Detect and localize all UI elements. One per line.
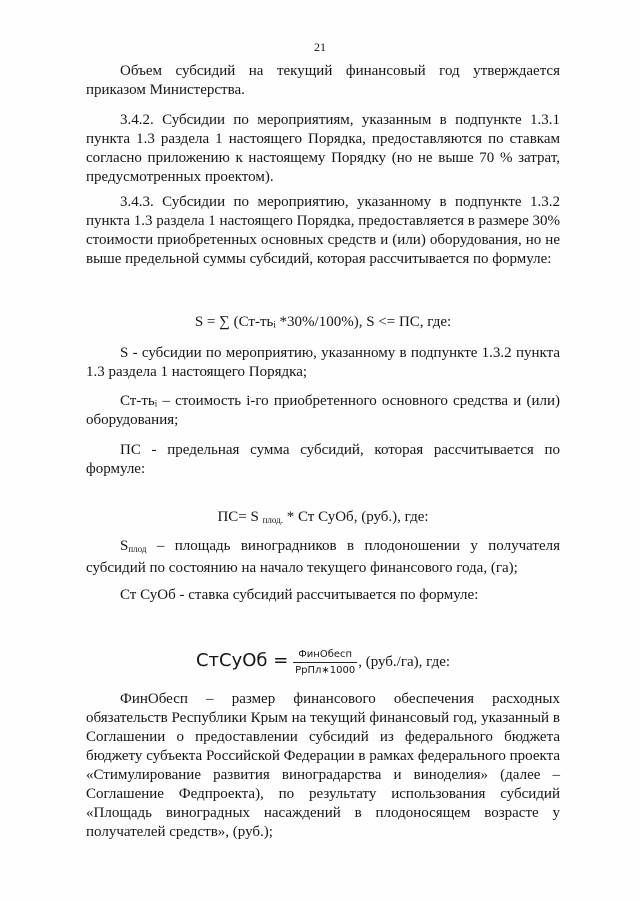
paragraph-rate-definition: Ст СуОб - ставка субсидий рассчитывается по формуле: (120, 587, 479, 603)
formula-rate-rest: , (руб./га), где: (358, 653, 451, 670)
formula-rate-denominator: РрПл∗1000 (295, 665, 356, 676)
formula-rate-fraction (293, 648, 357, 677)
paragraph-subsidy-volume: Объем субсидий на текущий финансовый год утверждается приказом Министерства. (86, 63, 560, 98)
paragraph-cost-definition: Ст-тьᵢ – стоимость i-го приобретенного основного средства и (или) оборудования; (86, 393, 560, 428)
formula-ps-part-a: ПС= S (217, 509, 263, 525)
formula-ps-subscript: плод. (262, 515, 283, 525)
area-subscript: плод (128, 544, 147, 554)
area-definition-text: – площадь виноградников в плодоношении у получателя субсидий по состоянию на начало текущего финансового года, (га); (86, 538, 560, 576)
formula-rate-lhs: СтСуОб = (195, 649, 289, 671)
formula-ps-part-b: * Ст СуОб, (руб.), где: (282, 509, 429, 525)
paragraph-area-definition (86, 537, 560, 578)
paragraph-3-4-2: 3.4.2. Субсидии по мероприятиям, указанным в подпункте 1.3.1 пункта 1.3 раздела 1 настоящего Порядка, предоставляются по ставкам согласно приложению к настоящему Порядку (но не выше 70 % затрат, предусмотренных проектом). (86, 112, 560, 185)
formula-subsidy: S = ∑ (Ст-тьᵢ *30%/100%), S <= ПС, где: (194, 314, 452, 330)
area-symbol: S (120, 538, 129, 554)
formula-rate (86, 648, 560, 677)
page-number: 21 (314, 40, 326, 54)
formula-ps (86, 508, 560, 530)
paragraph-s-definition: S - субсидии по мероприятию, указанному в подпункте 1.3.2 пункта 1.3 раздела 1 настоящего Порядка; (86, 345, 560, 380)
paragraph-3-4-3: 3.4.3. Субсидии по мероприятию, указанному в подпункте 1.3.2 пункта 1.3 раздела 1 настоящего Порядка, предоставляется в размере 30% стоимости приобретенных основных средств и (или) оборудования, но не выше предельной суммы субсидий, которая рассчитывается по формуле: (86, 194, 560, 267)
paragraph-ps-definition: ПС - предельная сумма субсидий, которая рассчитывается по формуле: (86, 442, 560, 477)
paragraph-finobesp-definition: ФинОбесп – размер финансового обеспечения расходных обязательств Республики Крым на текущий финансовый год, указанный в Соглашении о предоставлении субсидий из федерального бюджета бюджету субъекта Российской Федерации в рамках федерального проекта «Стимулирование развития виноградарства и виноделия» (далее – Соглашение Федпроекта), по результату использования субсидий «Площадь виноградных насаждений в плодоносящем возрасте у получателей средств», (руб.); (86, 691, 560, 840)
formula-rate-numerator: ФинОбесп (293, 648, 357, 663)
